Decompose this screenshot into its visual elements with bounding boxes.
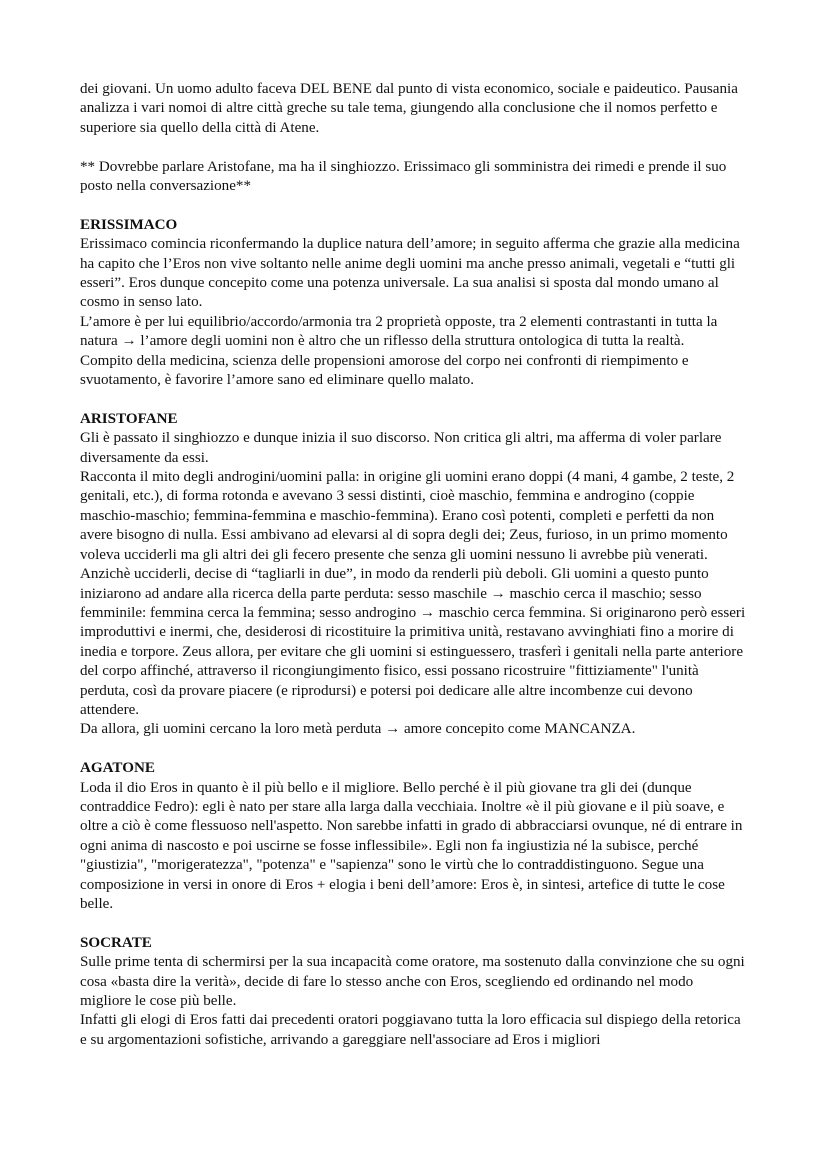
note-paragraph: ** Dovrebbe parlare Aristofane, ma ha il singhiozzo. Erissimaco gli somministra dei rimedi e prende il suo posto nella conversazione** — [80, 158, 727, 195]
section-paragraph: L’amore è per lui equilibrio/accordo/armonia tra 2 proprietà opposte, tra 2 elementi contrastanti in tutta la natura → l’amore degli uomini non è altro che un riflesso della struttura ontologica di tutta la realtà. — [80, 313, 718, 350]
note-block — [80, 158, 748, 197]
section-socrate — [80, 934, 748, 1050]
section-heading: SOCRATE — [80, 934, 152, 951]
section-paragraph: Gli è passato il singhiozzo e dunque inizia il suo discorso. Non critica gli altri, ma afferma di voler parlare diversamente da essi. — [80, 430, 722, 466]
section-heading: AGATONE — [80, 760, 155, 777]
intro-block — [80, 80, 748, 138]
section-paragraph: Loda il dio Eros in quanto è il più bello e il migliore. Bello perché è il più giovane tra gli dei (dunque contraddice Fedro): egli è nato per stare alla larga dalla vecchiaia. Inoltre «è il più giovane e il più soave, e oltre a ciò è come flessuoso nell'aspetto. Non sarebbe infatti in grado di abbracciarsi ovunque, né di entrare in ogni anima di nascosto e poi uscirne se fosse inflessibile». Egli non fa ingiustizia né la subisce, perché "giustizia", "morigeratezza", "potenza" e "sapienza" sono le virtù che lo contraddistinguono. Segue una composizione in versi in onore di Eros + elogia i beni dell’amore: Eros è, in sintesi, artefice di tutte le cose belle. — [80, 779, 743, 912]
section-heading: ERISSIMACO — [80, 216, 178, 233]
intro-paragraph: dei giovani. Un uomo adulto faceva DEL BENE dal punto di vista economico, sociale e paideutico. Pausania analizza i vari nomoi di altre città greche su tale tema, giungendo alla conclusione che il nomos perfetto e superiore sia quello della città di Atene. — [80, 81, 738, 136]
section-paragraph: Compito della medicina, scienza delle propensioni amorose del corpo nei confronti di riempimento e svuotamento, è favorire l’amore sano ed eliminare quello malato. — [80, 352, 689, 389]
section-paragraph: Racconta il mito degli androgini/uomini palla: in origine gli uomini erano doppi (4 mani, 4 gambe, 2 teste, 2 genitali, etc.), di forma rotonda e avevano 3 sessi distinti, cioè maschio, femmina e androgino (coppie maschio-maschio; femmina-femmina e maschio-femmina). Erano così potenti, completi e perfetti da non avere bisogno di nulla. Essi ambivano ad elevarsi al di sopra degli dei; Zeus, furioso, in un primo momento voleva ucciderli ma gli altri dei gli fecero presente che senza gli uomini nessuno li avrebbe più venerati. Anzichè ucciderli, decise di “tagliarli in due”, in modo da renderli più deboli. Gli uomini a questo punto iniziarono ad andare alla ricerca della parte perduta: sesso maschile → maschio cerca il maschio; sesso femminile: femmina cerca la femmina; sesso androgino → maschio cerca femmina. Si originarono però esseri improduttivi e inermi, che, desiderosi di ricostituire la primitiva unità, restavano avvinghiati fino a morire di inedia e torpore. Zeus allora, per evitare che gli uomini si estinguessero, trasferì i genitali nella parte anteriore del corpo affinché, attraverso il ricongiungimento fisico, essi possano ricostruire "fittiziamente" l'unità perduta, così da provare piacere (e riprodursi) e potersi poi dedicare alle altre incombenze cui devono attendere. — [80, 469, 746, 718]
section-paragraph: Sulle prime tenta di schermirsi per la sua incapacità come oratore, ma sostenuto dalla convinzione che su ogni cosa «basta dire la verità», decide di fare lo stesso anche con Eros, scegliendo ed ordinando nel modo migliore le cose più belle. — [80, 954, 745, 1010]
section-agatone — [80, 759, 748, 914]
section-paragraph: Erissimaco comincia riconfermando la duplice natura dell’amore; in seguito afferma che grazie alla medicina ha capito che l’Eros non vive soltanto nelle anime degli uomini ma anche presso animali, vegetali e “tutti gli esseri”. Eros dunque concepito come una potenza universale. La sua analisi si sposta dal mondo umano al cosmo in senso lato. — [80, 236, 740, 311]
section-paragraph: Infatti gli elogi di Eros fatti dai precedenti oratori poggiavano tutta la loro efficacia sul dispiego della retorica e su argomentazioni sofistiche, arrivando a gareggiare nell'associare ad Eros i migliori — [80, 1012, 741, 1048]
section-paragraph: Da allora, gli uomini cercano la loro metà perduta → amore concepito come MANCANZA. — [80, 721, 636, 738]
section-erissimaco — [80, 216, 748, 391]
section-aristofane — [80, 410, 748, 740]
section-heading: ARISTOFANE — [80, 410, 178, 427]
